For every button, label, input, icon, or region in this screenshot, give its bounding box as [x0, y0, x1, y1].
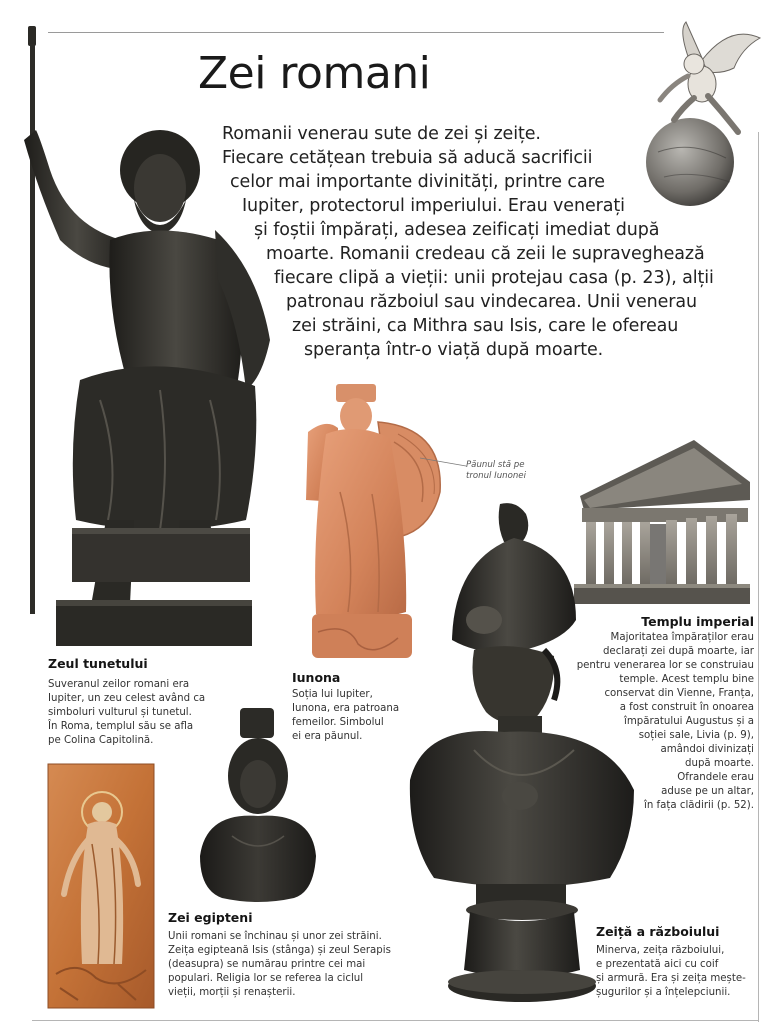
caption-line: simboluri vulturul și tunetul.	[48, 707, 192, 718]
caption-line: ei era păunul.	[292, 731, 363, 742]
caption-title: Zeiță a războiului	[596, 924, 720, 939]
intro-line: fiecare clipă a vieții: unii protejau casa (p. 23), alții	[274, 268, 714, 288]
serapis-bust-image	[196, 706, 320, 902]
caption-line: șugurilor și a înțelepciunii.	[596, 987, 731, 998]
intro-line: Iupiter, protectorul imperiului. Erau venerați	[242, 196, 625, 216]
intro-line: moarte. Romanii credeau că zeii le supraveghează	[266, 244, 705, 264]
intro-line: patronau războiul sau vindecarea. Unii venerau	[286, 292, 698, 312]
caption-line: pe Colina Capitolină.	[48, 735, 154, 746]
caption-line: Iunona, era patroana	[292, 703, 400, 714]
caption-line: populari. Religia lor se referea la ciclul	[168, 973, 364, 984]
caption-line: în fața clădirii (p. 52).	[644, 800, 754, 811]
intro-line: și foștii împărați, adesea zeificați imediat după	[254, 220, 660, 240]
caption-line: Soția lui Iupiter,	[292, 689, 373, 700]
caption-title: Templu imperial	[641, 614, 754, 629]
intro-line: speranța într-o viață după moarte.	[304, 340, 604, 360]
intro-line: celor mai importante divinități, printre care	[230, 172, 605, 192]
caption-line: declarați zei după moarte, iar	[602, 646, 754, 657]
caption-line: și armură. Era și zeița mește-	[596, 973, 746, 984]
caption-line: femeilor. Simbolul	[292, 717, 384, 728]
caption-line: Ofrandele erau	[677, 772, 754, 783]
bottom-rule	[32, 1020, 758, 1021]
caption-line: conservat din Vienne, Franța,	[604, 688, 754, 699]
annotation-leader-line	[420, 452, 470, 472]
page-title: Zei romani	[198, 48, 431, 99]
caption-line: temple. Acest templu bine	[619, 674, 754, 685]
caption-line: după moarte.	[685, 758, 754, 769]
intro-line: Fiecare cetățean trebuia să aducă sacrificii	[222, 148, 593, 168]
jupiter-statue-image	[10, 20, 280, 650]
cherub-on-globe-image	[638, 22, 764, 208]
caption-line: Suveranul zeilor romani era	[48, 679, 190, 690]
intro-line: Romanii venerau sute de zei și zeițe.	[222, 124, 541, 144]
caption-line: soției sale, Livia (p. 9),	[638, 730, 754, 741]
caption-line: În Roma, templul său se afla	[48, 721, 194, 732]
caption-line: amândoi divinizați	[660, 744, 754, 755]
caption-line: Majoritatea împăraților erau	[610, 632, 754, 643]
caption-line: (deasupra) se numărau printre cei mai	[168, 959, 366, 970]
caption-title: Iunona	[292, 670, 341, 685]
caption-line: Iupiter, un zeu celest având ca	[48, 693, 206, 704]
caption-line: vieții, morții și renașterii.	[168, 987, 296, 998]
annotation-line: tronul Iunonei	[466, 471, 526, 481]
annotation-line: Păunul stă pe	[466, 460, 525, 470]
caption-title: Zeul tunetului	[48, 656, 148, 671]
caption-line: împăratului Augustus și a	[624, 716, 754, 727]
caption-line: Minerva, zeița războiului,	[596, 945, 725, 956]
caption-title: Zei egipteni	[168, 910, 253, 925]
caption-line: e prezentată aici cu coif	[596, 959, 719, 970]
intro-line: zei străini, ca Mithra sau Isis, care le ofereau	[292, 316, 679, 336]
caption-line: Zeița egipteană Isis (stânga) și zeul Serapis	[168, 945, 391, 956]
caption-line: a fost construit în onoarea	[619, 702, 754, 713]
caption-line: Unii romani se închinau și unor zei străini.	[168, 931, 382, 942]
caption-line: pentru venerarea lor se construiau	[576, 660, 754, 671]
isis-fresco-image	[48, 764, 154, 1008]
right-rule	[758, 132, 759, 1022]
caption-line: aduse pe un altar,	[661, 786, 754, 797]
